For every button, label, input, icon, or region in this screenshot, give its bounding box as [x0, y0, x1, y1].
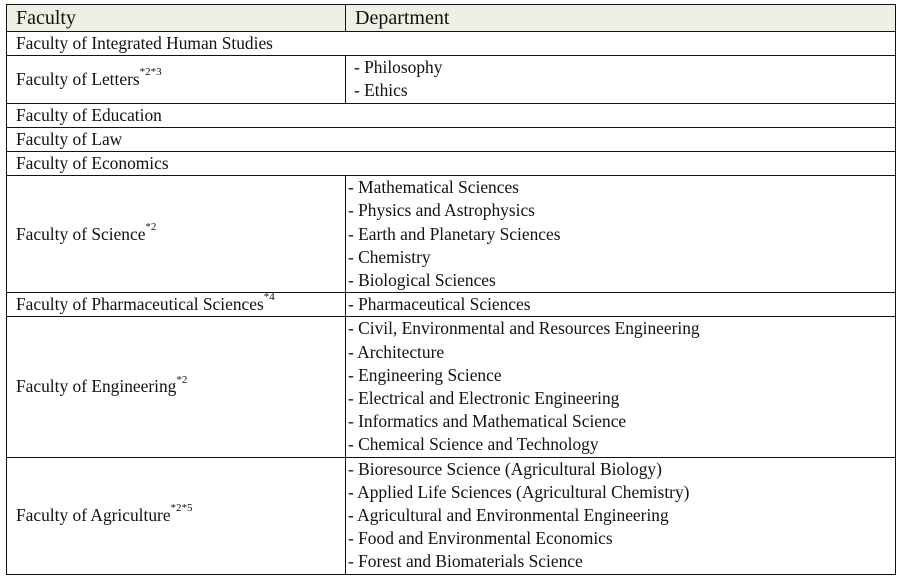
faculty-cell [7, 317, 346, 457]
department-item: - Ethics [354, 80, 408, 101]
footnote-marker: *4 [263, 292, 275, 304]
department-item: - Electrical and Electronic Engineering [348, 388, 620, 409]
department-item: - Architecture [348, 341, 445, 362]
faculty-cell [7, 103, 896, 127]
department-item: - Philosophy [354, 57, 443, 78]
department-item: - Civil, Environmental and Resources Engineering [348, 318, 700, 339]
faculty-name: Faculty of Integrated Human Studies [16, 33, 273, 53]
faculty-name: Faculty of Letters [16, 68, 140, 89]
footnote-marker: *2*3 [139, 66, 162, 78]
department-item: - Forest and Biomaterials Science [348, 551, 583, 572]
department-cell [346, 457, 896, 574]
faculty-cell [7, 32, 896, 56]
department-cell [346, 317, 896, 457]
table-row [7, 32, 896, 56]
faculty-name: Faculty of Economics [16, 153, 169, 174]
faculty-cell [7, 152, 896, 176]
faculty-department-table [6, 4, 896, 575]
department-item: - Applied Life Sciences (Agricultural Chemistry) [348, 481, 690, 502]
department-cell [346, 293, 896, 317]
faculty-cell [7, 127, 896, 151]
department-item: - Chemistry [348, 246, 431, 267]
department-item: - Physics and Astrophysics [348, 200, 535, 221]
faculty-cell [7, 293, 346, 317]
department-item: - Earth and Planetary Sciences [348, 223, 561, 244]
footnote-marker: *2 [176, 373, 188, 386]
faculty-name: Faculty of Education [16, 104, 162, 125]
department-item: - Agricultural and Environmental Engineering [348, 505, 669, 526]
table-header-row [7, 5, 896, 32]
department-item: - Mathematical Sciences [348, 177, 519, 198]
department-item: - Biological Sciences [348, 270, 496, 291]
table-row [7, 152, 896, 176]
department-item: - Informatics and Mathematical Science [348, 411, 627, 432]
faculty-cell [7, 56, 346, 103]
department-item: - Food and Environmental Economics [348, 528, 613, 549]
department-item: - Bioresource Science (Agricultural Biology) [348, 458, 662, 479]
department-item: - Pharmaceutical Sciences [348, 294, 531, 315]
faculty-name: Faculty of Agriculture [16, 505, 171, 526]
department-item: - Chemical Science and Technology [348, 434, 599, 455]
footnote-marker: *2 [145, 220, 157, 233]
faculty-name: Faculty of Science [16, 223, 146, 244]
faculty-name: Faculty of Law [16, 128, 123, 149]
table-row [7, 293, 896, 317]
faculty-cell [7, 176, 346, 293]
header-department: Department [346, 5, 896, 32]
footnote-marker: *2*5 [170, 502, 193, 515]
table-row [7, 317, 896, 457]
table-row [7, 457, 896, 574]
department-cell [346, 56, 896, 103]
table-row [7, 103, 896, 127]
faculty-name: Faculty of Pharmaceutical Sciences [16, 294, 264, 315]
department-cell [346, 176, 896, 293]
faculty-cell [7, 457, 346, 574]
header-faculty: Faculty [7, 5, 346, 32]
department-item: - Engineering Science [348, 364, 502, 385]
faculty-name: Faculty of Engineering [16, 376, 177, 397]
table-row [7, 56, 896, 103]
table-row [7, 176, 896, 293]
table-row [7, 127, 896, 151]
